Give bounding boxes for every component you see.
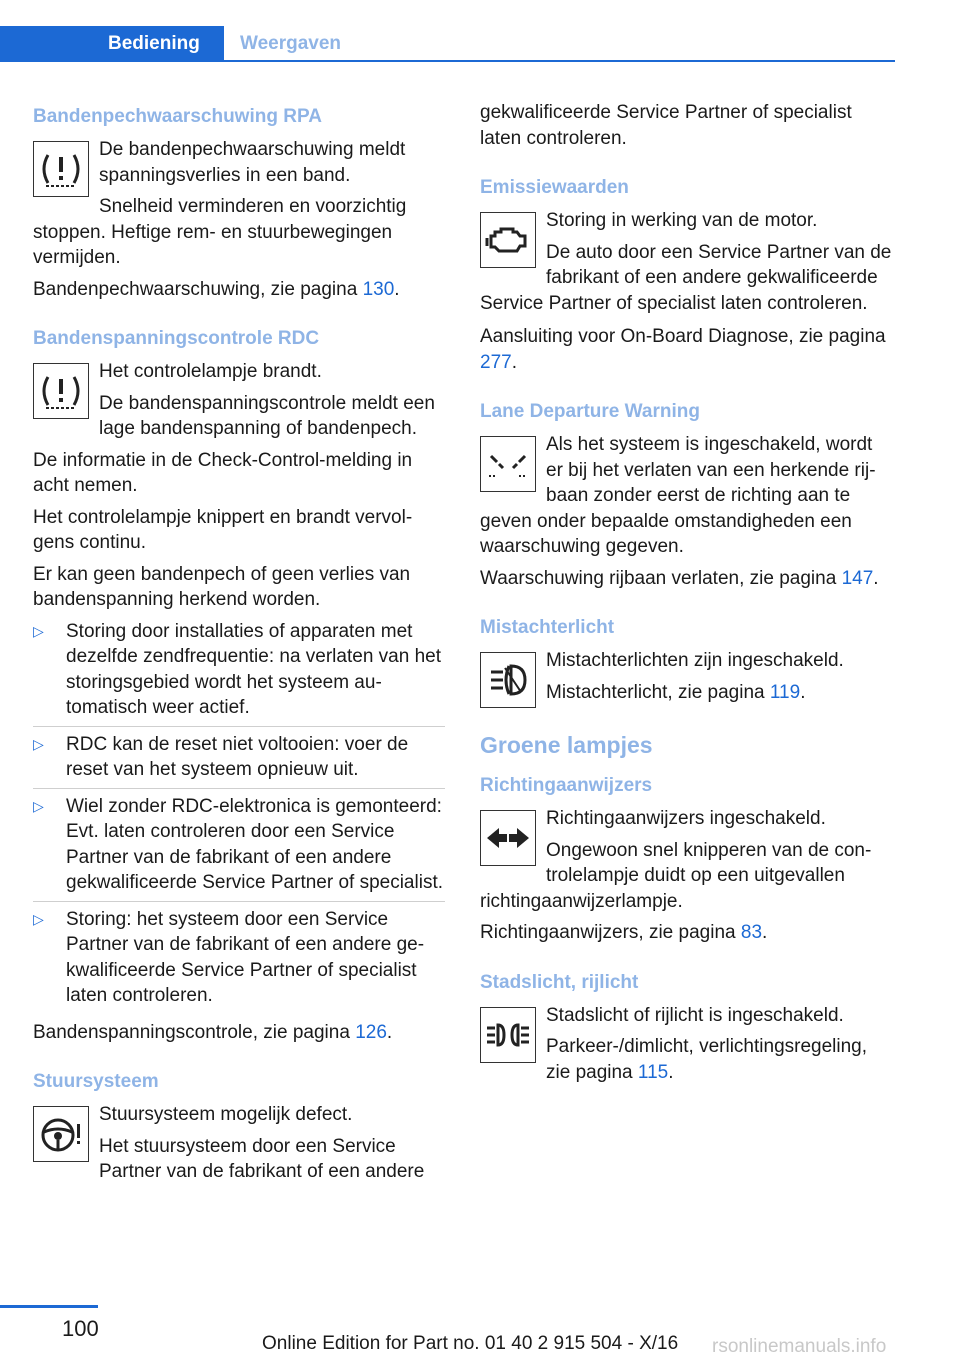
heading-emission: Emissiewaarden (480, 177, 629, 198)
triangle-bullet-icon: ▷ (33, 622, 44, 639)
tire-warning-icon (33, 363, 89, 419)
steering-text-1: Stuursysteem mogelijk defect. (99, 1104, 353, 1125)
steering-text-2: Het stuursysteem door een Service Partner van de fabrikant of een andere (99, 1135, 425, 1182)
right-column (480, 100, 892, 1091)
left-column (33, 100, 445, 1191)
list-item: ▷ Storing door installaties of apparaten met dezelfde zendfrequentie: na verlaten van het storingsgebied wordt het systeem automatisch weer actief. (33, 619, 445, 727)
steering-wheel-warning-icon (33, 1106, 89, 1162)
emission-text-2: De auto door een Service Partner van de fabrikant of een andere gekwalificeerde Service Partner of specialist laten controleren. (480, 241, 892, 314)
header-tabbar (0, 26, 895, 62)
heading-lane-departure: Lane Departure Warning (480, 401, 700, 422)
fog-text-1: Mistachterlichten zijn ingeschakeld. (546, 650, 844, 671)
emission-page-link[interactable]: 277 (480, 351, 512, 373)
heading-turn-signals: Richtingaanwijzers (480, 775, 653, 796)
rdc-text-2: De bandenspanningscontrole meldt een lage bandenspanning of bandenpech. (99, 392, 435, 439)
turn-signal-icon (480, 810, 536, 866)
turn-text-2: Ongewoon snel knipperen van de controlelampje duidt op een uitgevallen richtingaanwijzerlampje. (480, 839, 872, 912)
lane-text-1: Als het systeem is ingeschakeld, wordt er bij het verlaten van een herkende rijbaan zonder eerst de richting aan te geven onder bepaalde omstandigheden een waarschuwing gegeven. (480, 434, 876, 557)
list-item: ▷ Wiel zonder RDC-elektronica is gemonteerd: Evt. laten controleren door een Service Partner van de fabrikant of een andere gekwalificeerde Service Partner of specialist. (33, 794, 445, 902)
watermark: rsonlinemanuals.info (712, 1336, 887, 1357)
heading-steering: Stuursysteem (33, 1071, 159, 1092)
parking-reference: Parkeer-/dimlicht, verlichtingsregeling, zie pagina 115. (546, 1036, 868, 1083)
heading-parking-light: Stadslicht, rijlicht (480, 971, 639, 993)
turn-text-1: Richtingaanwijzers ingeschakeld. (546, 808, 826, 829)
rpa-page-link[interactable]: 130 (362, 278, 395, 300)
rdc-text-3: De informatie in de Check-Control-melding in acht nemen. (33, 449, 413, 496)
emission-reference: Aansluiting voor On-Board Diagnose, zie pagina 277. (480, 326, 886, 373)
rpa-reference: Bandenpechwaarschuwing, zie pagina 130. (33, 278, 400, 300)
parking-text-1: Stadslicht of rijlicht is ingeschakeld. (546, 1004, 844, 1026)
heading-rpa: Bandenpechwaarschuwing RPA (33, 106, 322, 127)
fog-page-link[interactable]: 119 (769, 681, 801, 703)
lane-reference: Waarschuwing rijbaan verlaten, zie pagina 147. (480, 567, 879, 589)
list-item: ▷ RDC kan de reset niet voltooien: voer de reset van het systeem opnieuw uit. (33, 732, 445, 789)
heading-green-lamps: Groene lampjes (480, 732, 653, 758)
heading-rdc: Bandenspanningscontrole RDC (33, 328, 320, 349)
rdc-reference: Bandenspanningscontrole, zie pagina 126. (33, 1021, 393, 1043)
lane-page-link[interactable]: 147 (841, 567, 874, 589)
parking-page-link[interactable]: 115 (637, 1061, 669, 1083)
parking-light-icon (480, 1007, 536, 1063)
heading-rear-fog: Mistachterlicht (480, 617, 615, 638)
rpa-text-2: Snelheid verminderen en voorzichtig stoppen. Heftige rem- en stuurbewegingen vermijden. (33, 196, 407, 268)
edition-text: Online Edition for Part no. 01 40 2 915 504 - X/16 (262, 1333, 679, 1354)
turn-reference: Richtingaanwijzers, zie pagina 83. (480, 922, 768, 943)
rdc-text-4: Het controlelampje knippert en brandt vervolgens continu. (33, 506, 413, 553)
page-number: 100 (62, 1316, 99, 1341)
turn-page-link[interactable]: 83 (740, 922, 763, 943)
tire-warning-icon (33, 141, 89, 197)
lane-departure-icon (480, 436, 536, 492)
tab-bediening[interactable]: Bediening (0, 26, 224, 62)
triangle-bullet-icon: ▷ (33, 797, 44, 814)
steering-text-continued: gekwalificeerde Service Partner of specialist laten controleren. (480, 102, 852, 149)
footer-accent-line (0, 1305, 98, 1308)
triangle-bullet-icon: ▷ (33, 735, 44, 752)
rdc-bullet-list (33, 619, 445, 1014)
rdc-page-link[interactable]: 126 (355, 1021, 387, 1043)
emission-text-1: Storing in werking van de motor. (546, 210, 818, 231)
rdc-text-5: Er kan geen bandenpech of geen verlies van bandenspanning herkend worden. (33, 563, 411, 610)
tab-weergaven[interactable]: Weergaven (240, 33, 342, 54)
triangle-bullet-icon: ▷ (33, 910, 44, 927)
list-item: ▷ Storing: het systeem door een Service Partner van de fabrikant of een andere gekwalificeerde Service Partner of specialist laten controleren. (33, 908, 425, 1006)
rpa-text-1: De bandenpechwaarschuwing meldt spanningsverlies in een band. (99, 139, 406, 186)
rdc-text-1: Het controlelampje brandt. (99, 361, 322, 382)
rear-fog-light-icon (480, 652, 536, 708)
fog-reference: Mistachterlicht, zie pagina 119. (546, 681, 806, 703)
engine-icon (480, 212, 536, 268)
